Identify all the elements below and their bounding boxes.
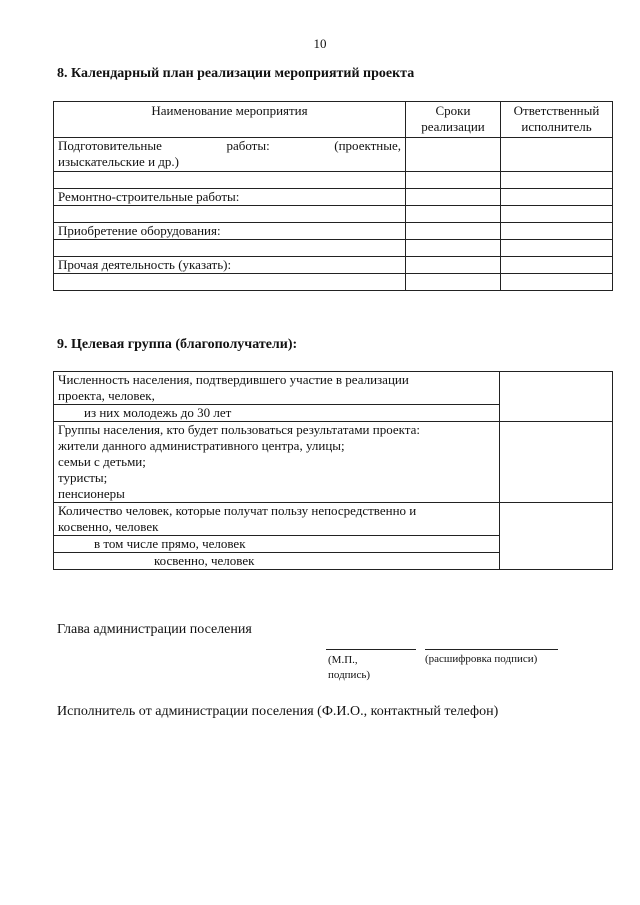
signature-decode-label: (расшифровка подписи) bbox=[425, 653, 538, 665]
terms-cell[interactable] bbox=[406, 240, 501, 257]
table-row bbox=[54, 422, 613, 503]
activity-cell[interactable] bbox=[54, 274, 406, 291]
signature-decode-line[interactable] bbox=[425, 649, 558, 650]
terms-cell[interactable] bbox=[406, 206, 501, 223]
activity-cell[interactable] bbox=[54, 206, 406, 223]
terms-cell[interactable] bbox=[406, 138, 501, 172]
population-count-label bbox=[54, 372, 500, 405]
population-groups-label bbox=[54, 422, 500, 503]
target-group-table bbox=[53, 371, 613, 570]
table-row bbox=[54, 274, 613, 291]
activity-repair: Ремонтно-строительные работы: bbox=[54, 189, 406, 206]
activity-cell[interactable] bbox=[54, 172, 406, 189]
stamp-signature-label bbox=[328, 653, 370, 683]
table-row bbox=[54, 206, 613, 223]
responsible-cell[interactable] bbox=[501, 138, 613, 172]
beneficiaries-line1: Количество человек, которые получат пользу непосредственно и bbox=[58, 503, 417, 518]
responsible-cell[interactable] bbox=[501, 189, 613, 206]
sign-label: подпись) bbox=[328, 669, 371, 681]
groups-line5: пенсионеры bbox=[58, 486, 125, 501]
responsible-cell[interactable] bbox=[501, 172, 613, 189]
population-count-line1: Численность населения, подтвердившего участие в реализации bbox=[58, 372, 409, 387]
terms-cell[interactable] bbox=[406, 172, 501, 189]
table-row bbox=[54, 138, 613, 172]
table-row bbox=[54, 189, 613, 206]
responsible-cell[interactable] bbox=[501, 257, 613, 274]
beneficiaries-count-label bbox=[54, 503, 500, 536]
terms-cell[interactable] bbox=[406, 189, 501, 206]
table-row bbox=[54, 223, 613, 240]
activity-other: Прочая деятельность (указать): bbox=[54, 257, 406, 274]
table-header-row bbox=[54, 102, 613, 138]
groups-line4: туристы; bbox=[58, 470, 108, 485]
table-row bbox=[54, 172, 613, 189]
signature-line[interactable] bbox=[326, 649, 416, 650]
youth-count-label: из них молодежь до 30 лет bbox=[54, 405, 500, 422]
header-responsible: Ответственный исполнитель bbox=[501, 102, 613, 138]
activity-cell bbox=[54, 138, 406, 172]
section-8-title: 8. Календарный план реализации мероприятий проекта bbox=[57, 66, 415, 81]
indirect-count-label: косвенно, человек bbox=[54, 553, 500, 570]
population-count-line2: проекта, человек, bbox=[58, 388, 155, 403]
executor-label: Исполнитель от администрации поселения (Ф.И.О., контактный телефон) bbox=[57, 704, 499, 719]
direct-count-label: в том числе прямо, человек bbox=[54, 536, 500, 553]
value-cell[interactable] bbox=[500, 503, 613, 570]
section-9-title: 9. Целевая группа (благополучатели): bbox=[57, 337, 298, 352]
calendar-plan-table bbox=[53, 101, 613, 291]
terms-cell[interactable] bbox=[406, 223, 501, 240]
responsible-cell[interactable] bbox=[501, 240, 613, 257]
header-activity-name: Наименование мероприятия bbox=[54, 102, 406, 138]
head-of-administration-label: Глава администрации поселения bbox=[57, 622, 252, 637]
groups-line1: Группы населения, кто будет пользоваться результатами проекта: bbox=[58, 422, 421, 437]
table-row bbox=[54, 372, 613, 405]
groups-line3: семьи с детьми; bbox=[58, 454, 146, 469]
table-row bbox=[54, 257, 613, 274]
table-row bbox=[54, 503, 613, 536]
activity-prep-line1: Подготовительные работы: (проектные, bbox=[58, 138, 401, 153]
value-cell[interactable] bbox=[500, 372, 613, 422]
terms-cell[interactable] bbox=[406, 257, 501, 274]
activity-prep-line2: изыскательские и др.) bbox=[58, 154, 179, 169]
activity-cell[interactable] bbox=[54, 240, 406, 257]
terms-cell[interactable] bbox=[406, 274, 501, 291]
groups-line2: жители данного административного центра, улицы; bbox=[58, 438, 345, 453]
mp-label: (М.П., bbox=[328, 654, 358, 666]
beneficiaries-line2: косвенно, человек bbox=[58, 519, 159, 534]
value-cell[interactable] bbox=[500, 422, 613, 503]
responsible-cell[interactable] bbox=[501, 206, 613, 223]
page-number: 10 bbox=[313, 36, 327, 51]
table-row bbox=[54, 240, 613, 257]
activity-equipment: Приобретение оборудования: bbox=[54, 223, 406, 240]
responsible-cell[interactable] bbox=[501, 274, 613, 291]
header-terms: Сроки реализации bbox=[406, 102, 501, 138]
responsible-cell[interactable] bbox=[501, 223, 613, 240]
